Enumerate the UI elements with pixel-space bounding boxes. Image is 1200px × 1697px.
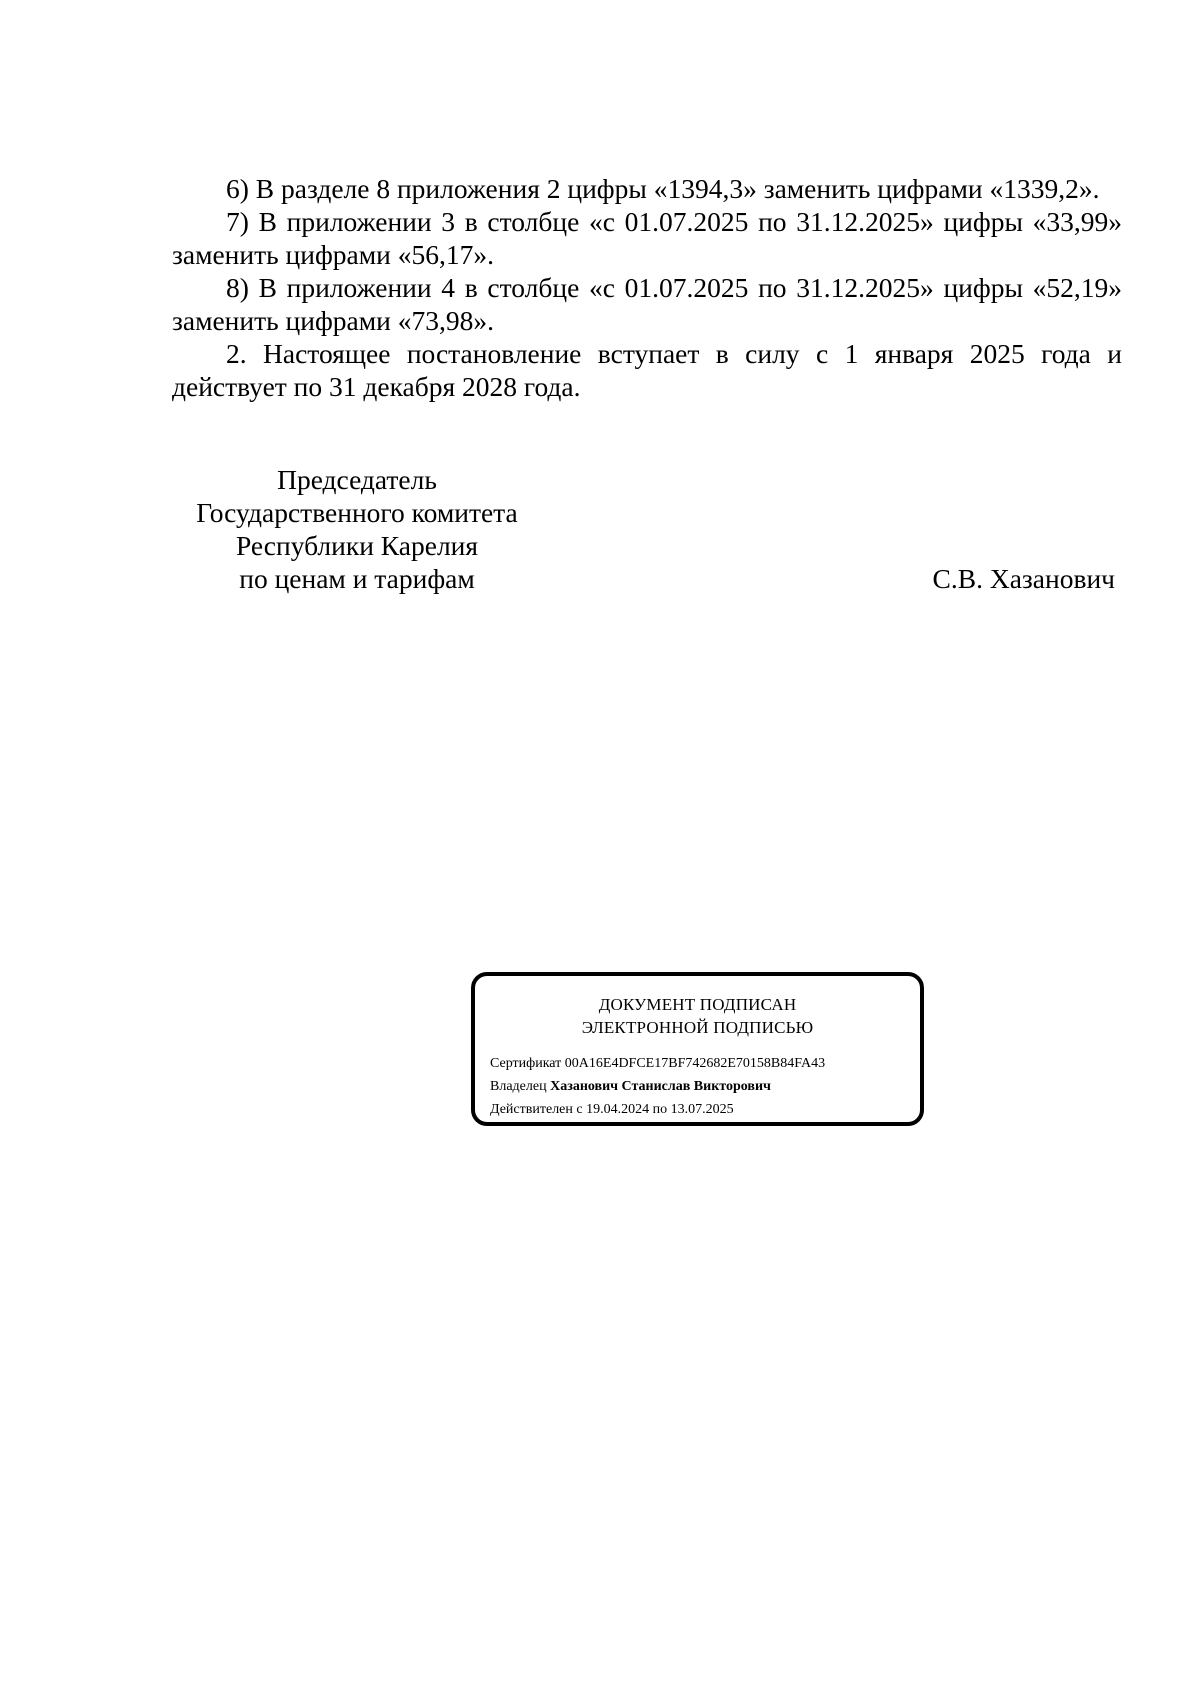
certificate-value: 00A16E4DFCE17BF742682E70158B84FA43 <box>564 1056 826 1071</box>
signer-name: С.В. Хазанович <box>932 563 1115 594</box>
electronic-signature-stamp <box>471 972 924 1126</box>
paragraph-item-6: 6) В разделе 8 приложения 2 цифры «1394,3» заменить цифрами «1339,2». <box>226 173 1100 204</box>
stamp-title <box>475 993 920 1039</box>
owner-label: Владелец <box>490 1079 547 1094</box>
owner-value: Хазанович Станислав Викторович <box>550 1079 771 1094</box>
paragraph-item-8: 8) В приложении 4 в столбце «с 01.07.2025 по 31.12.2025» цифры «52,19» заменить цифрами «73,98». <box>172 272 1122 336</box>
signer-position <box>172 463 542 595</box>
valid-from-date: 19.04.2024 <box>586 1102 650 1117</box>
stamp-title-line: ДОКУМЕНТ ПОДПИСАН <box>598 995 797 1014</box>
certificate-label: Сертификат <box>490 1056 562 1071</box>
paragraph-effective-date: 2. Настоящее постановление вступает в силу с 1 января 2025 года и действует по 31 декабря 2028 года. <box>172 338 1122 402</box>
signer-position-line: по ценам и тарифам <box>239 563 475 594</box>
stamp-owner <box>490 1078 771 1096</box>
valid-label: Действителен <box>490 1102 573 1117</box>
valid-from-label: с <box>576 1102 583 1117</box>
signer-position-line: Республики Карелия <box>235 530 479 561</box>
stamp-title-line: ЭЛЕКТРОННОЙ ПОДПИСЬЮ <box>581 1018 814 1037</box>
stamp-certificate <box>490 1055 825 1073</box>
paragraph-item-7: 7) В приложении 3 в столбце «с 01.07.2025 по 31.12.2025» цифры «33,99» заменить цифрами «56,17». <box>172 206 1122 270</box>
signer-position-line: Председатель <box>277 464 437 495</box>
stamp-validity <box>490 1101 734 1119</box>
valid-to-label: по <box>652 1102 668 1117</box>
document-body <box>172 172 1122 403</box>
signer-position-line: Государственного комитета <box>196 497 518 528</box>
valid-to-date: 13.07.2025 <box>670 1102 734 1117</box>
